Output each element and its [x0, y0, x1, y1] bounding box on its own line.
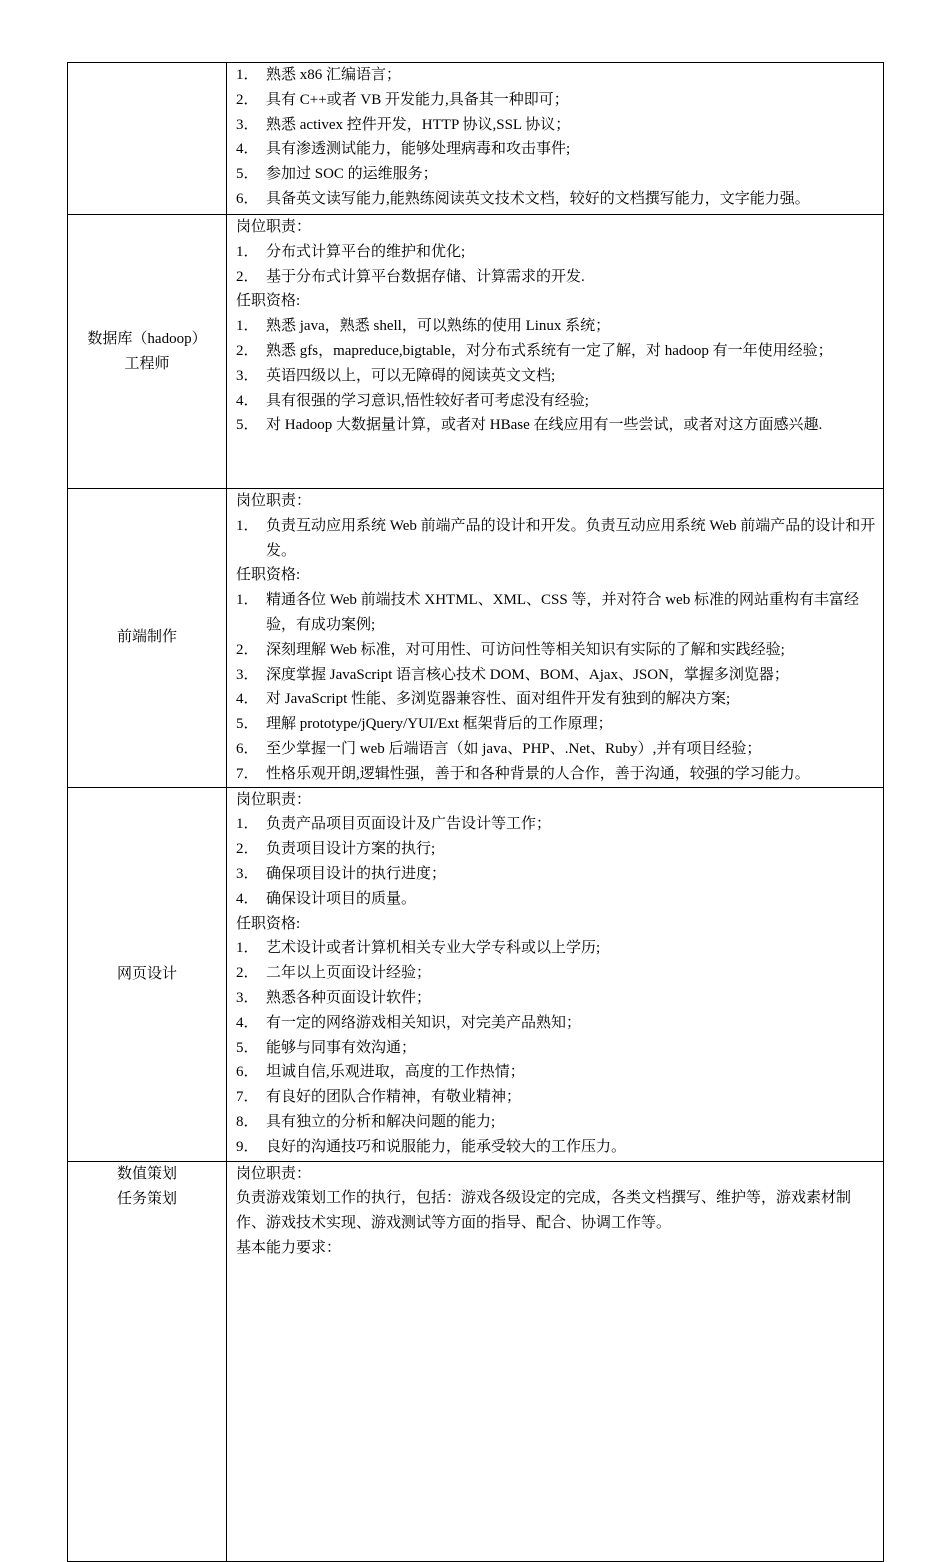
role-cell: [68, 215, 227, 489]
item-number: 6．: [236, 740, 259, 757]
item-number: 2．: [236, 268, 259, 285]
role-name: 数值策划: [116, 1165, 177, 1182]
item-number: 1．: [236, 592, 259, 609]
role-cell: [68, 787, 227, 1161]
item-number: 5．: [236, 417, 259, 434]
item-number: 3．: [236, 116, 259, 133]
item-text: 分布式计算平台的维护和优化;: [266, 243, 466, 260]
list-item: [236, 88, 877, 113]
role-name: 数据库（hadoop）: [87, 330, 207, 347]
job-row: [68, 787, 884, 1161]
item-text: 参加过 SOC 的运维服务；: [266, 166, 438, 183]
section-heading: 任职资格:: [236, 293, 301, 310]
list-item: [236, 265, 877, 290]
list-item: [236, 638, 877, 663]
item-number: 8．: [236, 1113, 259, 1130]
item-number: 7．: [236, 765, 259, 782]
item-number: 3．: [236, 865, 259, 882]
item-text: 具有 C++或者 VB 开发能力,具备其一种即可；: [266, 91, 569, 108]
item-number: 1．: [236, 243, 259, 260]
item-text: 负责产品项目页面设计及广告设计等工作；: [266, 816, 552, 833]
list-item: [236, 887, 877, 912]
item-number: 2．: [236, 965, 259, 982]
item-text: 坦诚自信,乐观进取，高度的工作热情；: [266, 1064, 525, 1081]
role-name: 网页设计: [116, 965, 177, 982]
item-text: 良好的沟通技巧和说服能力，能承受较大的工作压力。: [266, 1138, 627, 1155]
section-heading: 岗位职责：: [236, 791, 312, 808]
job-row: [68, 63, 884, 215]
list-item: [236, 314, 877, 339]
item-text: 能够与同事有效沟通；: [266, 1039, 417, 1056]
item-number: 4．: [236, 392, 259, 409]
item-text: 熟悉 gfs，mapreduce,bigtable，对分布式系统有一定了解，对 hadoop 有一年使用经验；: [266, 342, 833, 359]
role-cell: [68, 489, 227, 788]
list-item: [236, 936, 877, 961]
item-number: 5．: [236, 716, 259, 733]
list-item: [236, 663, 877, 688]
list-item: [236, 113, 877, 138]
item-text: 至少掌握一门 web 后端语言（如 java、PHP、.Net、Ruby）,并有项目经验；: [266, 740, 762, 757]
item-number: 2．: [236, 841, 259, 858]
item-number: 9．: [236, 1138, 259, 1155]
list-item: [236, 162, 877, 187]
list-item: [236, 737, 877, 762]
item-number: 1．: [236, 940, 259, 957]
item-number: 1．: [236, 67, 259, 83]
item-number: 7．: [236, 1089, 259, 1106]
list-item: [236, 413, 877, 438]
item-text: 负责互动应用系统 Web 前端产品的设计和开发。负责互动应用系统 Web 前端产品的设计和开发。: [266, 517, 876, 559]
job-row: [68, 215, 884, 489]
requirements-cell: [227, 63, 884, 215]
requirements-cell: [227, 489, 884, 788]
item-text: 有良好的团队合作精神，有敬业精神；: [266, 1089, 522, 1106]
section-heading: 基本能力要求：: [236, 1239, 342, 1256]
item-number: 4．: [236, 691, 259, 708]
item-text: 熟悉 java，熟悉 shell，可以熟练的使用 Linux 系统；: [266, 318, 611, 335]
table-body: [68, 63, 884, 1562]
item-number: 5．: [236, 1039, 259, 1056]
list-item: [236, 1011, 877, 1036]
item-text: 性格乐观开朗,逻辑性强，善于和各种背景的人合作，善于沟通，较强的学习能力。: [266, 765, 810, 782]
item-number: 4．: [236, 890, 259, 907]
item-text: 负责项目设计方案的执行;: [266, 841, 436, 858]
item-number: 3．: [236, 367, 259, 384]
list-item: [236, 812, 877, 837]
role-name: 前端制作: [116, 629, 177, 646]
item-text: 深刻理解 Web 标准，对可用性、可访问性等相关知识有实际的了解和实践经验;: [266, 641, 785, 658]
item-number: 1．: [236, 816, 259, 833]
list-item: [236, 339, 877, 364]
item-text: 理解 prototype/jQuery/YUI/Ext 框架背后的工作原理；: [266, 716, 613, 733]
list-item: [236, 137, 877, 162]
item-number: 2．: [236, 641, 259, 658]
item-text: 确保设计项目的质量。: [266, 890, 417, 907]
item-text: 确保项目设计的执行进度；: [266, 865, 447, 882]
item-text: 具有渗透测试能力，能够处理病毒和攻击事件;: [266, 141, 571, 158]
role-name: 任务策划: [116, 1190, 177, 1207]
role-cell: [68, 1161, 227, 1561]
list-item: [236, 389, 877, 414]
job-row: [68, 1161, 884, 1561]
list-item: [236, 588, 877, 638]
section-heading: 岗位职责：: [236, 1165, 312, 1182]
item-text: 具有独立的分析和解决问题的能力;: [266, 1113, 496, 1130]
item-text: 艺术设计或者计算机相关专业大学专科或以上学历;: [266, 940, 601, 957]
item-number: 1．: [236, 318, 259, 335]
list-item: [236, 837, 877, 862]
item-text: 基于分布式计算平台数据存储、计算需求的开发.: [266, 268, 585, 285]
item-text: 熟悉各种页面设计软件；: [266, 989, 432, 1006]
list-item: [236, 986, 877, 1011]
item-number: 1．: [236, 517, 259, 534]
item-text: 有一定的网络游戏相关知识，对完美产品熟知；: [266, 1014, 582, 1031]
item-text: 对 Hadoop 大数据量计算，或者对 HBase 在线应用有一些尝试，或者对这方面感兴趣.: [266, 417, 823, 434]
item-text: 具有很强的学习意识,悟性较好者可考虑没有经验;: [266, 392, 589, 409]
list-item: [236, 862, 877, 887]
list-item: [236, 687, 877, 712]
list-item: [236, 1085, 877, 1110]
item-text: 二年以上页面设计经验；: [266, 965, 432, 982]
item-number: 4．: [236, 1014, 259, 1031]
list-item: [236, 1036, 877, 1061]
list-item: [236, 63, 877, 88]
list-item: [236, 1135, 877, 1160]
list-item: [236, 762, 877, 787]
item-text: 熟悉 x86 汇编语言；: [266, 67, 402, 83]
list-item: [236, 1110, 877, 1135]
list-item: [236, 712, 877, 737]
item-number: 3．: [236, 989, 259, 1006]
item-text: 精通各位 Web 前端技术 XHTML、XML、CSS 等，并对符合 web 标准的网站重构有丰富经验，有成功案例;: [266, 592, 859, 633]
list-item: [236, 240, 877, 265]
section-heading: 岗位职责：: [236, 493, 312, 509]
section-heading: 任职资格:: [236, 567, 301, 584]
item-number: 4．: [236, 141, 259, 158]
item-number: 2．: [236, 342, 259, 359]
requirements-cell: [227, 1161, 884, 1561]
item-number: 6．: [236, 190, 259, 207]
job-row: [68, 489, 884, 788]
item-number: 3．: [236, 666, 259, 683]
list-item: [236, 187, 877, 212]
section-heading: 任职资格:: [236, 915, 301, 932]
requirements-cell: [227, 215, 884, 489]
item-number: 5．: [236, 166, 259, 183]
list-item: [236, 514, 877, 564]
item-number: 6．: [236, 1064, 259, 1081]
job-requirements-table: [67, 62, 884, 1562]
list-item: [236, 961, 877, 986]
item-text: 深度掌握 JavaScript 语言核心技术 DOM、BOM、Ajax、JSON，掌握多浏览器；: [266, 666, 789, 683]
item-text: 英语四级以上，可以无障碍的阅读英文文档;: [266, 367, 556, 384]
item-text: 具备英文读写能力,能熟练阅读英文技术文档，较好的文档撰写能力，文字能力强。: [266, 190, 810, 207]
requirements-cell: [227, 787, 884, 1161]
role-cell: [68, 63, 227, 215]
item-text: 对 JavaScript 性能、多浏览器兼容性、面对组件开发有独到的解决方案;: [266, 691, 731, 708]
section-paragraph: 负责游戏策划工作的执行，包括：游戏各级设定的完成，各类文档撰写、维护等，游戏素材制作、游戏技术实现、游戏测试等方面的指导、配合、协调工作等。: [236, 1190, 852, 1232]
list-item: [236, 1060, 877, 1085]
section-heading: 岗位职责：: [236, 219, 312, 235]
role-name: 工程师: [124, 355, 170, 372]
list-item: [236, 364, 877, 389]
item-number: 2．: [236, 91, 259, 108]
item-text: 熟悉 activex 控件开发，HTTP 协议,SSL 协议；: [266, 116, 571, 133]
